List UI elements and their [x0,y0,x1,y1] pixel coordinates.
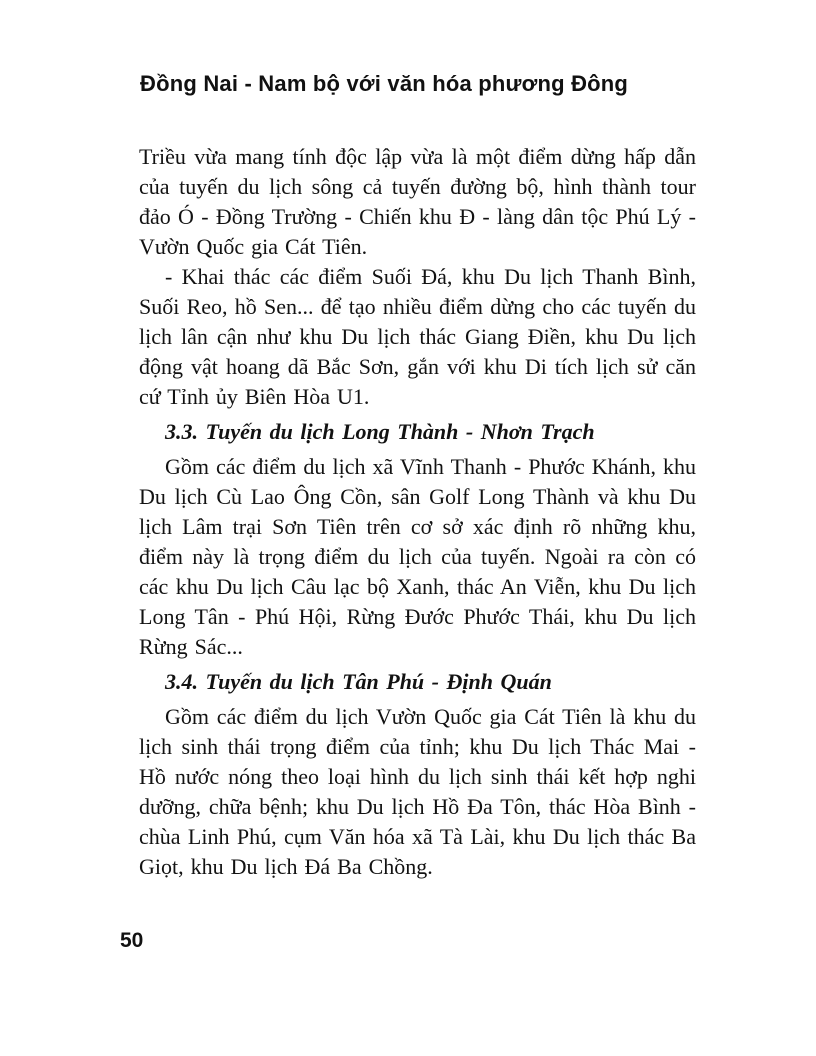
paragraph-long-thanh-nhon-trach: Gồm các điểm du lịch xã Vĩnh Thanh - Phước Khánh, khu Du lịch Cù Lao Ông Cồn, sân Golf Long Thành và khu Du lịch Lâm trại Sơn Tiên trên cơ sở xác định rõ những khu, điểm này là trọng điểm du lịch của tuyến. Ngoài ra còn có các khu Du lịch Câu lạc bộ Xanh, thác An Viễn, khu Du lịch Long Tân - Phú Hội, Rừng Đước Phước Thái, khu Du lịch Rừng Sác... [139,454,696,659]
paragraph-khai-thac: - Khai thác các điểm Suối Đá, khu Du lịch Thanh Bình, Suối Reo, hồ Sen... để tạo nhiều điểm dừng cho các tuyến du lịch lân cận như khu Du lịch thác Giang Điền, khu Du lịch động vật hoang dã Bắc Sơn, gắn với khu Di tích lịch sử căn cứ Tỉnh ủy Biên Hòa U1. [139,264,696,409]
section-heading-3-3: 3.3. Tuyến du lịch Long Thành - Nhơn Trạch [165,419,595,444]
page-body [139,142,696,882]
paragraph-trieu-vua: Triều vừa mang tính độc lập vừa là một điểm dừng hấp dẫn của tuyến du lịch sông cả tuyến đường bộ, hình thành tour đảo Ó - Đồng Trường - Chiến khu Đ - làng dân tộc Phú Lý - Vườn Quốc gia Cát Tiên. [139,144,696,259]
page-number: 50 [120,929,144,952]
section-heading-3-4: 3.4. Tuyến du lịch Tân Phú - Định Quán [165,669,552,694]
running-header: Đồng Nai - Nam bộ với văn hóa phương Đông [140,71,629,96]
paragraph-tan-phu-dinh-quan: Gồm các điểm du lịch Vườn Quốc gia Cát Tiên là khu du lịch sinh thái trọng điểm của tỉnh; khu Du lịch Thác Mai - Hồ nước nóng theo loại hình du lịch sinh thái kết hợp nghi dưỡng, chữa bệnh; khu Du lịch Hồ Đa Tôn, thác Hòa Bình - chùa Linh Phú, cụm Văn hóa xã Tà Lài, khu Du lịch thác Ba Giọt, khu Du lịch Đá Ba Chồng. [139,704,696,879]
